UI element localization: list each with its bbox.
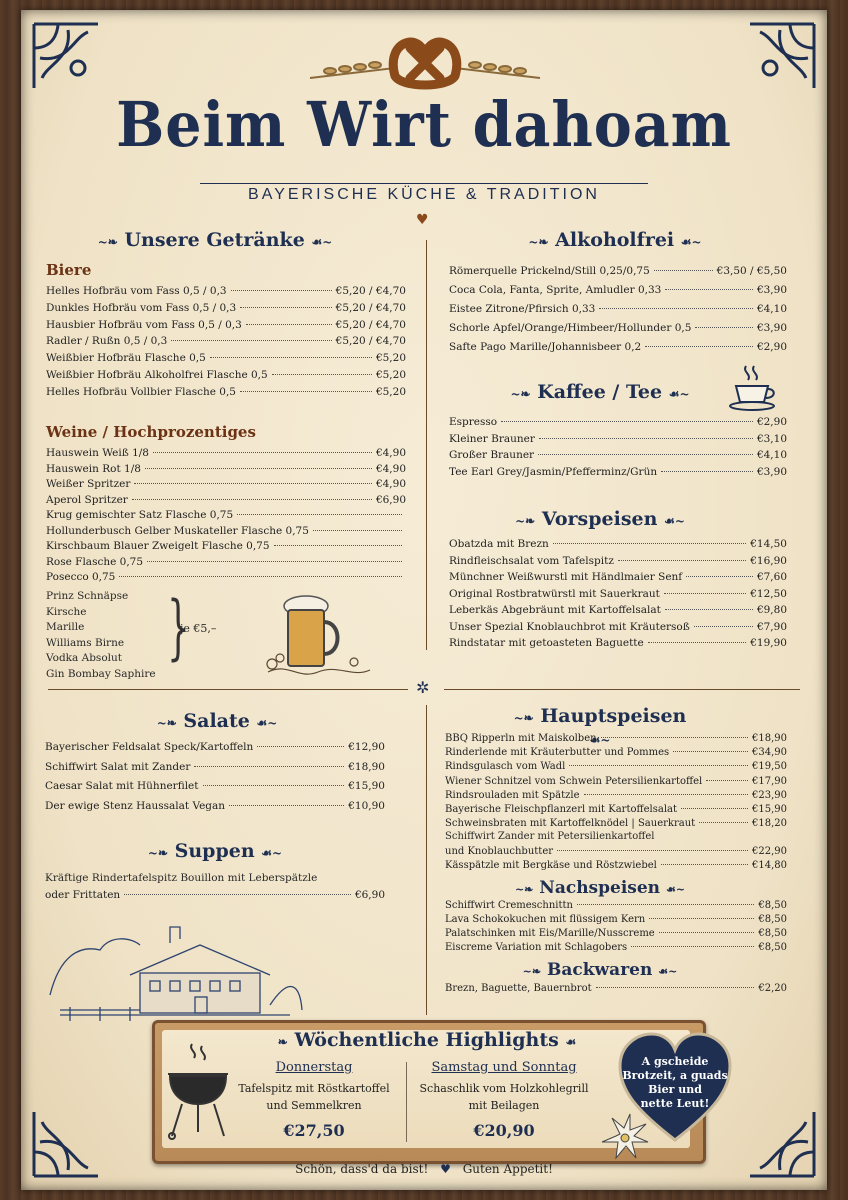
menu-item-row bbox=[449, 555, 787, 567]
menu-item-price: €19,90 bbox=[750, 637, 787, 649]
menu-item-name: Brezn, Baguette, Bauernbrot bbox=[445, 983, 592, 994]
highlight-desc-1a: Tafelspitz mit Röstkartoffel bbox=[238, 1082, 390, 1095]
menu-item-row bbox=[45, 800, 385, 812]
menu-item-name: Rinderlende mit Kräuterbutter und Pommes bbox=[445, 747, 670, 759]
menu-item-name: Schiffwirt Salat mit Zander bbox=[45, 760, 191, 773]
menu-item-price: €5,20 / €4,70 bbox=[335, 285, 406, 297]
highlight-price-1: €27,50 bbox=[283, 1121, 345, 1140]
menu-item-price: €4,90 bbox=[375, 462, 406, 475]
menu-item-dots bbox=[631, 945, 754, 947]
menu-item-row bbox=[445, 747, 787, 758]
menu-item-dots bbox=[246, 323, 332, 325]
section-title-kaffee: ~❧ Kaffee / Tee ☙~ bbox=[510, 381, 690, 403]
menu-item-dots bbox=[134, 482, 372, 484]
menu-item-row bbox=[449, 637, 787, 649]
menu-item-price: €4,90 bbox=[375, 447, 406, 459]
menu-item-dots bbox=[203, 784, 345, 786]
footer: Schön, dass'd da bist! ♥ Guten Appetit! bbox=[295, 1162, 553, 1176]
menu-item-row bbox=[449, 416, 787, 428]
menu-item-row bbox=[449, 621, 787, 633]
menu-item-row bbox=[445, 928, 787, 939]
menu-item-price: €12,50 bbox=[750, 587, 787, 600]
menu-item-price: €5,20 / €4,70 bbox=[335, 301, 406, 314]
menu-item-dots bbox=[681, 807, 748, 809]
menu-item-name: Eistee Zitrone/Pfirsich 0,33 bbox=[449, 303, 596, 315]
menu-item-row bbox=[46, 447, 406, 459]
zander-line1: Schiffwirt Zander mit Petersilienkartoffel bbox=[445, 831, 655, 842]
menu-item-dots bbox=[119, 575, 402, 577]
farmhouse-illustration-icon bbox=[40, 915, 310, 1025]
menu-item-price: €3,90 bbox=[756, 284, 787, 296]
edelweiss-icon bbox=[590, 1108, 660, 1168]
schnaps-item: Kirsche bbox=[46, 605, 87, 618]
section-title-salate: ~❧ Salate ☙~ bbox=[156, 710, 278, 732]
menu-item-name: Caesar Salat mit Hühnerfilet bbox=[45, 780, 199, 792]
menu-item-dots bbox=[695, 326, 753, 328]
menu-item-dots bbox=[553, 542, 746, 544]
menu-item-name: Eiscreme Variation mit Schlagobers bbox=[445, 942, 628, 953]
section-title-vorspeisen: ~❧ Vorspeisen ☙~ bbox=[515, 508, 685, 530]
suppe-line1: Kräftige Rindertafelspitz Bouillon mit Leberspätzle bbox=[45, 872, 318, 884]
horizontal-divider-left bbox=[48, 689, 408, 690]
menu-item-row bbox=[449, 322, 787, 334]
menu-item-dots bbox=[694, 625, 753, 627]
menu-item-row bbox=[45, 741, 385, 753]
menu-item-row bbox=[449, 433, 787, 445]
menu-item-row bbox=[445, 733, 787, 744]
menu-item-price: €7,60 bbox=[756, 571, 787, 583]
restaurant-subtitle: BAYERISCHE KÜCHE & TRADITION bbox=[248, 186, 600, 203]
restaurant-title: Beim Wirt dahoam bbox=[116, 88, 732, 161]
menu-item-row bbox=[46, 525, 406, 537]
menu-item-dots bbox=[648, 641, 747, 643]
schnaps-item: Gin Bombay Saphire bbox=[46, 667, 156, 680]
suppe-line2: oder Frittaten €6,90 bbox=[45, 889, 385, 901]
highlight-desc-2b: mit Beilagen bbox=[468, 1099, 540, 1112]
menu-item-name: BBQ Ripperln mit Maiskolben bbox=[445, 733, 597, 744]
menu-item-price: €14,50 bbox=[750, 538, 787, 550]
menu-item-row bbox=[445, 900, 787, 911]
menu-item-name: Rindsrouladen mit Spätzle bbox=[445, 789, 580, 801]
menu-item-name: Hauswein Weiß 1/8 bbox=[46, 447, 149, 459]
section-title-alkoholfrei: ~❧ Alkoholfrei ☙~ bbox=[528, 229, 702, 251]
menu-item-name: Hollunderbusch Gelber Muskateller Flasche 0,75 bbox=[46, 524, 309, 537]
menu-item-dots bbox=[274, 544, 402, 546]
menu-item-dots bbox=[664, 592, 746, 594]
menu-item-row bbox=[449, 284, 787, 296]
menu-item-dots bbox=[240, 306, 331, 308]
menu-item-row bbox=[445, 776, 787, 787]
menu-item-name: Rindstatar mit getoasteten Baguette bbox=[449, 637, 644, 649]
menu-item-row bbox=[46, 571, 406, 583]
menu-item-price: €9,80 bbox=[756, 604, 787, 616]
schnaps-item: Prinz Schnäpse bbox=[46, 590, 129, 602]
star-divider-icon: ✲ bbox=[416, 678, 430, 697]
menu-item-row bbox=[45, 780, 385, 792]
heart-divider-icon: ♥ bbox=[416, 212, 429, 228]
menu-item-row bbox=[449, 538, 787, 550]
menu-item-name: Lava Schokokuchen mit flüssigem Kern bbox=[445, 914, 646, 925]
menu-item-row bbox=[46, 478, 406, 490]
menu-item-name: Leberkäs Abgebräunt mit Kartoffelsalat bbox=[449, 604, 661, 616]
highlight-divider bbox=[406, 1062, 407, 1142]
menu-item-row bbox=[449, 303, 787, 315]
menu-item-name: Posecco 0,75 bbox=[46, 571, 116, 583]
subsection-weine: Weine / Hochprozentiges bbox=[46, 423, 256, 441]
beer-mug-icon bbox=[258, 592, 378, 682]
schnaps-item: Williams Birne bbox=[46, 636, 125, 649]
menu-item-name: Palatschinken mit Eis/Marille/Nusscreme bbox=[445, 928, 655, 939]
menu-item-price: €5,20 bbox=[375, 369, 406, 381]
menu-item-row bbox=[46, 463, 406, 475]
menu-item-row bbox=[445, 942, 787, 953]
schnaps-price: je €5,– bbox=[180, 622, 217, 635]
coffee-cup-icon bbox=[724, 362, 776, 414]
menu-item-name: Radler / Rußn 0,5 / 0,3 bbox=[46, 335, 168, 348]
menu-item-price: €34,90 bbox=[752, 747, 787, 759]
menu-item-price: €18,90 bbox=[348, 760, 385, 773]
menu-item-price: €3,90 bbox=[756, 322, 787, 334]
menu-item-dots bbox=[569, 764, 748, 766]
menu-item-price: €12,90 bbox=[348, 741, 385, 753]
menu-item-dots bbox=[665, 608, 753, 610]
schnaps-brace-icon: } bbox=[167, 586, 190, 668]
menu-item-row bbox=[46, 556, 406, 568]
menu-item-row bbox=[449, 341, 787, 353]
menu-item-row bbox=[445, 983, 787, 994]
menu-item-dots bbox=[601, 736, 748, 738]
menu-item-name: Römerquelle Prickelnd/Still 0,25/0,75 bbox=[449, 265, 650, 277]
menu-item-price: €23,90 bbox=[752, 789, 787, 801]
menu-item-row bbox=[46, 285, 406, 297]
menu-item-name: Münchner Weißwurstl mit Händlmaier Senf bbox=[449, 571, 683, 583]
menu-item-name: Bayerische Fleischpflanzerl mit Kartoffelsalat bbox=[445, 804, 677, 815]
menu-item-price: €4,90 bbox=[375, 478, 406, 490]
menu-item-dots bbox=[257, 745, 344, 747]
menu-item-price: €2,20 bbox=[758, 983, 787, 994]
menu-item-name: Safte Pago Marille/Johannisbeer 0,2 bbox=[449, 341, 642, 353]
horizontal-divider-right bbox=[444, 689, 800, 690]
menu-item-price: €5,20 bbox=[375, 385, 406, 398]
menu-item-price: €19,50 bbox=[752, 761, 787, 773]
menu-item-name: Rindsgulasch vom Wadl bbox=[445, 761, 566, 773]
menu-item-dots bbox=[659, 931, 755, 933]
highlights-title: ❧ Wöchentliche Highlights ☙ bbox=[277, 1029, 577, 1051]
menu-item-dots bbox=[145, 467, 372, 469]
menu-item-dots bbox=[147, 560, 402, 562]
menu-item-name: Schiffwirt Cremeschnittn bbox=[445, 900, 573, 911]
menu-item-price: €3,90 bbox=[756, 465, 787, 478]
menu-item-name: Wiener Schnitzel vom Schwein Petersilienkartoffel bbox=[445, 775, 703, 787]
menu-item-row bbox=[45, 761, 385, 773]
menu-item-row bbox=[449, 449, 787, 461]
footer-heart-icon: ♥ bbox=[440, 1162, 451, 1176]
menu-item-name: Kirschbaum Blauer Zweigelt Flasche 0,75 bbox=[46, 540, 270, 552]
menu-item-dots bbox=[618, 559, 746, 561]
section-title-hauptspeisen: ~❧ Hauptspeisen ☙~ bbox=[513, 705, 687, 747]
section-title-getraenke: ~❧ Unsere Getränke ☙~ bbox=[97, 229, 333, 251]
highlight-desc-2a: Schaschlik vom Holzkohlegrill bbox=[419, 1082, 589, 1095]
menu-item-row bbox=[46, 494, 406, 506]
menu-item-row bbox=[46, 386, 406, 398]
menu-item-name: Dunkles Hofbräu vom Fass 0,5 / 0,3 bbox=[46, 301, 237, 314]
menu-item-dots bbox=[706, 779, 748, 781]
menu-item-price: €3,50 / €5,50 bbox=[716, 265, 787, 277]
menu-item-dots bbox=[231, 289, 332, 291]
menu-item-name: Schweinsbraten mit Kartoffelknödel | Sauerkraut bbox=[445, 818, 696, 830]
menu-item-dots bbox=[313, 529, 402, 531]
schnaps-item: Marille bbox=[46, 621, 85, 633]
menu-item-name: Coca Cola, Fanta, Sprite, Amludler 0,33 bbox=[449, 284, 662, 296]
menu-item-row bbox=[46, 369, 406, 381]
highlight-day-1: Donnerstag bbox=[275, 1060, 353, 1075]
menu-item-row bbox=[46, 319, 406, 331]
menu-item-name: Aperol Spritzer bbox=[46, 493, 128, 506]
column-divider-top bbox=[426, 240, 427, 650]
menu-item-dots bbox=[240, 390, 372, 392]
section-title-backwaren: ~❧ Backwaren ☙~ bbox=[522, 960, 678, 980]
menu-item-row bbox=[445, 914, 787, 925]
menu-item-name: Unser Spezial Knoblauchbrot mit Kräutersoß bbox=[449, 620, 690, 633]
menu-item-dots bbox=[153, 451, 372, 453]
menu-item-row bbox=[449, 571, 787, 583]
subsection-biere: Biere bbox=[46, 261, 92, 279]
menu-item-name: Helles Hofbräu Vollbier Flasche 0,5 bbox=[46, 385, 236, 398]
menu-item-name: Obatzda mit Brezn bbox=[449, 538, 549, 550]
menu-item-dots bbox=[539, 437, 753, 439]
menu-item-price: €8,50 bbox=[758, 942, 787, 953]
section-title-suppen: ~❧ Suppen ☙~ bbox=[147, 840, 283, 862]
menu-item-dots bbox=[686, 575, 753, 577]
menu-item-name: Tee Earl Grey/Jasmin/Pfefferminz/Grün bbox=[449, 465, 658, 478]
menu-item-name: Hausbier Hofbräu vom Fass 0,5 / 0,3 bbox=[46, 318, 242, 331]
menu-item-dots bbox=[577, 903, 754, 905]
menu-item-row bbox=[46, 352, 406, 364]
menu-item-name: Rindfleischsalat vom Tafelspitz bbox=[449, 554, 614, 567]
menu-item-dots bbox=[665, 288, 753, 290]
menu-item-price: €7,90 bbox=[756, 620, 787, 633]
menu-item-name: Weißbier Hofbräu Flasche 0,5 bbox=[46, 352, 206, 365]
menu-item-dots bbox=[649, 917, 754, 919]
menu-item-row bbox=[449, 604, 787, 616]
menu-item-dots bbox=[596, 986, 755, 988]
highlight-day-2: Samstag und Sonntag bbox=[431, 1060, 577, 1075]
highlight-desc-1b: und Semmelkren bbox=[266, 1099, 362, 1112]
menu-item-dots bbox=[654, 269, 713, 271]
menu-item-name: Krug gemischter Satz Flasche 0,75 bbox=[46, 509, 234, 521]
menu-item-row bbox=[445, 818, 787, 829]
column-divider-bottom bbox=[426, 705, 427, 1015]
menu-item-name: Helles Hofbräu vom Fass 0,5 / 0,3 bbox=[46, 285, 227, 297]
menu-item-dots bbox=[645, 345, 753, 347]
menu-item-price: €15,90 bbox=[752, 804, 787, 815]
menu-item-dots bbox=[237, 513, 402, 515]
menu-item-price: €8,50 bbox=[758, 900, 787, 911]
menu-item-name: Schorle Apfel/Orange/Himbeer/Hollunder 0,5 bbox=[449, 322, 692, 334]
menu-item-price: €16,90 bbox=[750, 554, 787, 567]
menu-item-price: €5,20 / €4,70 bbox=[335, 318, 406, 331]
menu-item-price: €17,90 bbox=[752, 775, 787, 787]
zander-line2: und Knoblauchbutter €22,90 bbox=[445, 846, 787, 857]
menu-item-dots bbox=[584, 793, 748, 795]
menu-item-name: Kleiner Brauner bbox=[449, 432, 535, 445]
menu-item-dots bbox=[272, 373, 372, 375]
menu-item-name: Bayerischer Feldsalat Speck/Kartoffeln bbox=[45, 741, 254, 753]
menu-item-name: Espresso bbox=[449, 416, 498, 428]
menu-item-dots bbox=[132, 498, 372, 500]
menu-item-dots bbox=[599, 307, 753, 309]
menu-item-dots bbox=[501, 420, 753, 422]
menu-item-row bbox=[46, 302, 406, 314]
menu-item-dots bbox=[171, 339, 331, 341]
menu-item-row bbox=[445, 804, 787, 815]
menu-item-name: Der ewige Stenz Haussalat Vegan bbox=[45, 799, 226, 812]
menu-item-price: €2,90 bbox=[756, 416, 787, 428]
schnaps-item: Vodka Absolut bbox=[46, 652, 122, 664]
menu-item-price: €3,10 bbox=[756, 432, 787, 445]
menu-item-row bbox=[46, 509, 406, 521]
highlight-price-2: €20,90 bbox=[473, 1121, 535, 1140]
pretzel-wheat-icon bbox=[300, 26, 550, 96]
menu-item-price: €8,50 bbox=[758, 914, 787, 925]
menu-item-dots bbox=[194, 765, 344, 767]
menu-item-name: Weißer Spritzer bbox=[46, 478, 131, 490]
menu-item-price: €18,20 bbox=[752, 818, 787, 830]
heart-badge-text: A gscheide Brotzeit, a guads Bier und nette Leut! bbox=[622, 1055, 728, 1110]
menu-item-price: €6,90 bbox=[375, 493, 406, 506]
menu-item-price: €8,50 bbox=[758, 928, 787, 939]
menu-item-row bbox=[445, 790, 787, 801]
menu-item-price: €18,90 bbox=[752, 733, 787, 744]
menu-item-price: €4,10 bbox=[756, 449, 787, 461]
menu-item-row bbox=[449, 265, 787, 277]
menu-item-name: Original Rostbratwürstl mit Sauerkraut bbox=[449, 587, 660, 600]
menu-item-name: Hauswein Rot 1/8 bbox=[46, 462, 141, 475]
menu-item-price: €5,20 bbox=[375, 352, 406, 365]
menu-item-price: €10,90 bbox=[348, 799, 385, 812]
menu-item-dots bbox=[673, 750, 748, 752]
section-title-nachspeisen: ~❧ Nachspeisen ☙~ bbox=[514, 878, 686, 898]
kaesspaetzle-row: Kässpätzle mit Bergkäse und Röstzwiebel €14,80 bbox=[445, 860, 787, 871]
menu-item-dots bbox=[538, 453, 753, 455]
menu-item-row bbox=[445, 761, 787, 772]
menu-item-price: €4,10 bbox=[756, 303, 787, 315]
menu-item-price: €2,90 bbox=[756, 341, 787, 353]
menu-item-name: Weißbier Hofbräu Alkoholfrei Flasche 0,5 bbox=[46, 369, 268, 381]
title-underline bbox=[200, 183, 648, 184]
menu-item-price: €15,90 bbox=[348, 780, 385, 792]
menu-item-name: Rose Flasche 0,75 bbox=[46, 555, 144, 568]
menu-item-row bbox=[449, 466, 787, 478]
menu-item-dots bbox=[229, 804, 344, 806]
menu-item-row bbox=[46, 540, 406, 552]
menu-item-name: Großer Brauner bbox=[449, 449, 535, 461]
bbq-grill-icon bbox=[162, 1040, 234, 1140]
menu-item-dots bbox=[661, 470, 753, 472]
menu-item-dots bbox=[210, 356, 372, 358]
menu-item-dots bbox=[699, 821, 748, 823]
menu-item-row bbox=[449, 588, 787, 600]
menu-item-row bbox=[46, 335, 406, 347]
menu-item-price: €5,20 / €4,70 bbox=[335, 335, 406, 348]
